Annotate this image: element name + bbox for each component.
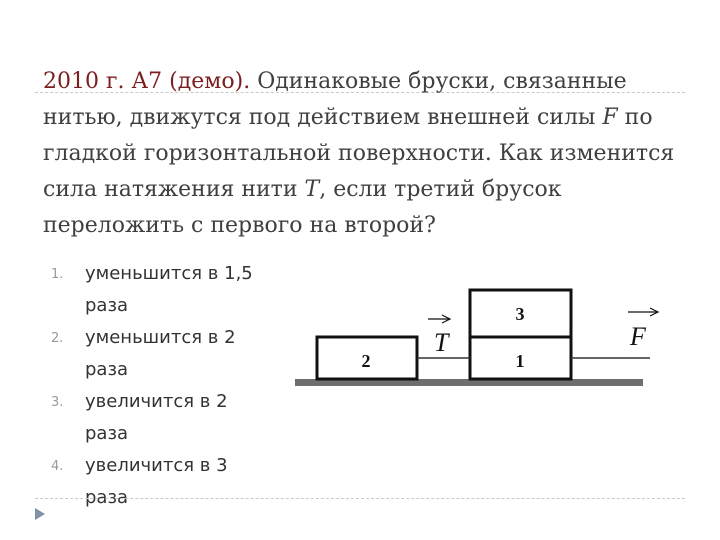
- answer-text: уменьшится в 2 раза: [85, 327, 236, 380]
- tension-label: T: [434, 328, 449, 357]
- answer-option-4[interactable]: [45, 450, 265, 513]
- question-source: 2010 г. А7 (демо).: [43, 69, 251, 94]
- answer-text: уменьшится в 1,5 раза: [85, 263, 253, 316]
- answer-option-3[interactable]: [45, 386, 265, 449]
- force-label: F: [630, 322, 646, 351]
- answer-option-1[interactable]: [45, 258, 265, 321]
- bottom-divider: [35, 498, 685, 499]
- question-part-2: по гладкой горизонтальной поверхности. Как изменится сила натяжения нити: [43, 105, 675, 202]
- force-vector-arrow-icon: [628, 308, 658, 316]
- answer-option-2[interactable]: [45, 322, 265, 385]
- block-3-label: 3: [515, 304, 525, 324]
- answer-number: 2.: [51, 331, 64, 346]
- answer-text: увеличится в 3 раза: [85, 455, 228, 508]
- answer-number: 3.: [51, 395, 64, 410]
- answer-number: 4.: [51, 459, 64, 474]
- block-2-label: 2: [361, 351, 371, 371]
- answer-list: [45, 258, 265, 514]
- question-part-1: Одинаковые бруски, связанные нитью, движутся под действием внешней силы: [43, 69, 627, 130]
- answer-text: увеличится в 2 раза: [85, 391, 228, 444]
- force-symbol: F: [602, 105, 618, 130]
- question-part-3: , если третий брусок переложить с первого на второй?: [43, 177, 562, 238]
- block-1-label: 1: [515, 351, 525, 371]
- tension-symbol: T: [304, 177, 320, 202]
- blocks-diagram: [290, 282, 660, 392]
- question-text: [43, 64, 693, 244]
- answer-number: 1.: [51, 267, 64, 282]
- tension-vector-arrow-icon: [428, 315, 450, 323]
- triangle-right-icon[interactable]: [34, 507, 46, 521]
